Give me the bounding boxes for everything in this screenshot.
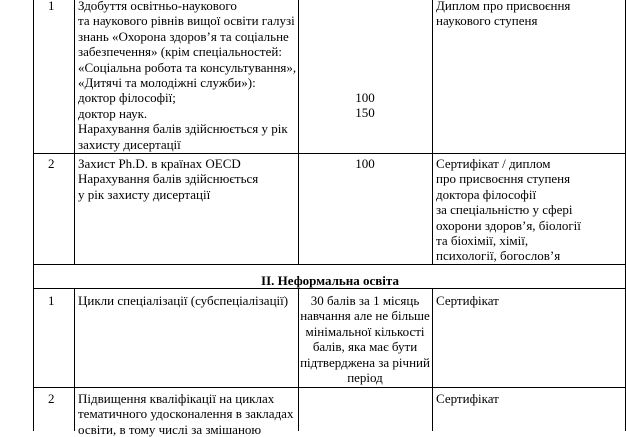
row-divider — [33, 387, 626, 388]
activity-cell: Здобуття освітньо-наукового та наукового рівнів вищої освіти галузі знань «Охорона здоров’я та соціальне забезпечення» (крім спеціальностей: «Соціальна робота та консультування», «Дитячі та молодіжні служби»): доктор філософії; доктор наук. Нарахування балів здійснюється у рік захисту дисертації — [78, 0, 297, 152]
document-cell: Диплом про присвоєння наукового ступеня — [436, 0, 571, 29]
row-divider — [33, 264, 626, 265]
column-divider — [74, 0, 75, 264]
row-number: 1 — [48, 0, 55, 13]
document-cell: Сертифікат — [436, 293, 499, 308]
row-number: 2 — [48, 391, 55, 406]
column-divider — [74, 288, 75, 431]
row-number: 2 — [48, 156, 55, 171]
column-divider — [432, 0, 433, 264]
section-title: ІІ. Неформальна освіта — [261, 273, 399, 288]
document-cell: Сертифікат — [436, 391, 499, 406]
points-cell: 100 — [355, 156, 375, 171]
activity-cell: Підвищення кваліфікації на циклах тематичного удосконалення в закладах освіти, в тому числі за змішаною — [78, 391, 294, 437]
document-cell: Сертифікат / диплом про присвоєння ступеня доктора філософії за спеціальністю у сфері охорони здоров’я, біології та біохімії, хімії, психології, богослов’я — [436, 156, 581, 264]
column-divider — [432, 288, 433, 431]
points-cell: 30 балів за 1 місяць навчання але не більше мінімальної кількості балів, яка має бути підтверджена за річний період — [300, 293, 430, 386]
points-cell: 100 150 — [355, 90, 375, 121]
row-divider — [33, 153, 626, 154]
activity-cell: Цикли спеціалізації (субспеціалізації) — [78, 293, 289, 308]
row-number: 1 — [48, 293, 55, 308]
table-border-left — [33, 0, 34, 431]
activity-cell: Захист Ph.D. в країнах OECD Нарахування балів здійснюється у рік захисту дисертації — [78, 156, 259, 202]
row-divider — [33, 288, 626, 289]
